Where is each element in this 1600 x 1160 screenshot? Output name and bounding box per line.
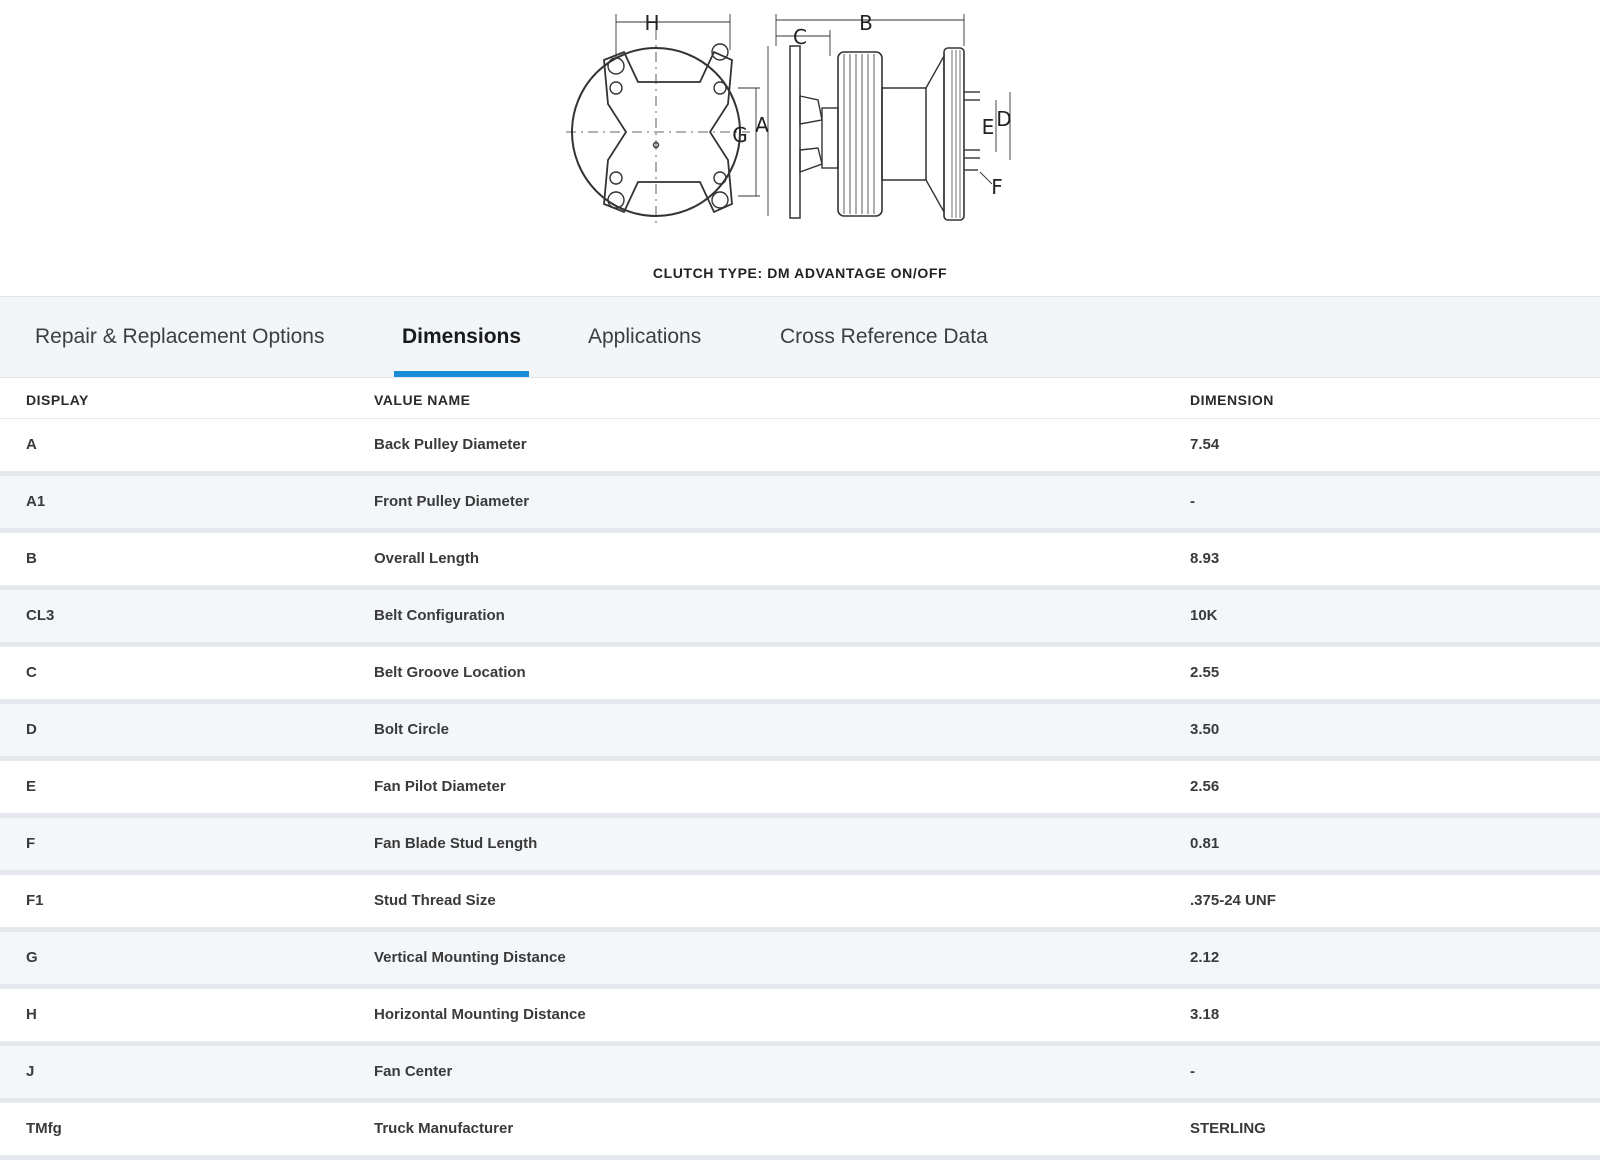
column-header-display: DISPLAY — [26, 392, 89, 408]
cell-value-name: Belt Configuration — [374, 607, 505, 624]
cell-value-name: Bolt Circle — [374, 721, 450, 738]
product-diagram-panel — [0, 0, 1600, 297]
table-row — [0, 818, 1600, 875]
table-row — [0, 590, 1600, 647]
cell-dimension: .375-24 UNF — [1190, 892, 1276, 909]
cell-display: F — [26, 835, 36, 852]
cell-display: G — [26, 949, 38, 966]
cell-dimension: 2.12 — [1190, 949, 1220, 966]
cell-display: D — [26, 721, 37, 738]
cell-display: J — [26, 1063, 35, 1080]
cell-value-name: Front Pulley Diameter — [374, 493, 530, 510]
cell-display: CL3 — [26, 607, 55, 624]
cell-dimension: - — [1190, 1063, 1195, 1080]
fan-clutch-diagram — [560, 0, 1040, 240]
cell-display: A — [26, 436, 37, 453]
diagram-label-a: A — [755, 113, 769, 137]
cell-value-name: Stud Thread Size — [374, 892, 496, 909]
cell-display: A1 — [26, 493, 46, 510]
table-row — [0, 704, 1600, 761]
table-row — [0, 647, 1600, 704]
table-header-row — [0, 378, 1600, 419]
diagram-label-b: B — [859, 11, 873, 35]
cell-display: C — [26, 664, 37, 681]
dimensions-table — [0, 378, 1600, 1160]
cell-value-name: Overall Length — [374, 550, 480, 567]
diagram-label-f: F — [991, 175, 1003, 199]
cell-display: E — [26, 778, 37, 795]
cell-display: H — [26, 1006, 37, 1023]
cell-dimension: 3.50 — [1190, 721, 1220, 738]
cell-display: F1 — [26, 892, 44, 909]
cell-value-name: Truck Manufacturer — [374, 1120, 514, 1137]
table-row — [0, 1046, 1600, 1103]
cell-value-name: Fan Blade Stud Length — [374, 835, 538, 852]
cell-dimension: 2.55 — [1190, 664, 1220, 681]
diagram-label-g: G — [732, 123, 748, 147]
tab-repair-replacement-options[interactable]: Repair & Replacement Options — [35, 325, 325, 348]
diagram-label-e: E — [981, 115, 995, 139]
table-row — [0, 419, 1600, 476]
diagram-label-d: D — [996, 107, 1012, 131]
tab-cross-reference-data[interactable]: Cross Reference Data — [780, 325, 988, 348]
table-row — [0, 533, 1600, 590]
cell-value-name: Vertical Mounting Distance — [374, 949, 566, 966]
table-row — [0, 761, 1600, 818]
tab-bar — [0, 297, 1600, 378]
cell-dimension: 0.81 — [1190, 835, 1220, 852]
cell-dimension: STERLING — [1190, 1120, 1266, 1137]
cell-dimension: 3.18 — [1190, 1006, 1220, 1023]
column-header-dimension: DIMENSION — [1190, 392, 1274, 408]
diagram-label-h: H — [644, 11, 660, 35]
table-body — [0, 419, 1600, 1160]
cell-value-name: Belt Groove Location — [374, 664, 526, 681]
tab-applications[interactable]: Applications — [588, 325, 702, 348]
cell-value-name: Horizontal Mounting Distance — [374, 1006, 586, 1023]
cell-value-name: Back Pulley Diameter — [374, 436, 527, 453]
cell-value-name: Fan Pilot Diameter — [374, 778, 506, 795]
cell-dimension: 10K — [1190, 607, 1218, 624]
cell-dimension: - — [1190, 493, 1195, 510]
cell-display: B — [26, 550, 37, 567]
clutch-type-caption: CLUTCH TYPE: DM ADVANTAGE ON/OFF — [652, 265, 948, 281]
column-header-value-name: VALUE NAME — [374, 392, 471, 408]
tab-dimensions[interactable]: Dimensions — [402, 297, 521, 377]
table-row — [0, 476, 1600, 533]
cell-dimension: 2.56 — [1190, 778, 1220, 795]
table-row — [0, 932, 1600, 989]
table-row — [0, 989, 1600, 1046]
cell-value-name: Fan Center — [374, 1063, 453, 1080]
table-row — [0, 875, 1600, 932]
table-row — [0, 1103, 1600, 1160]
cell-dimension: 8.93 — [1190, 550, 1220, 567]
cell-display: TMfg — [26, 1120, 62, 1137]
cell-dimension: 7.54 — [1190, 436, 1220, 453]
diagram-label-c: C — [793, 25, 807, 49]
